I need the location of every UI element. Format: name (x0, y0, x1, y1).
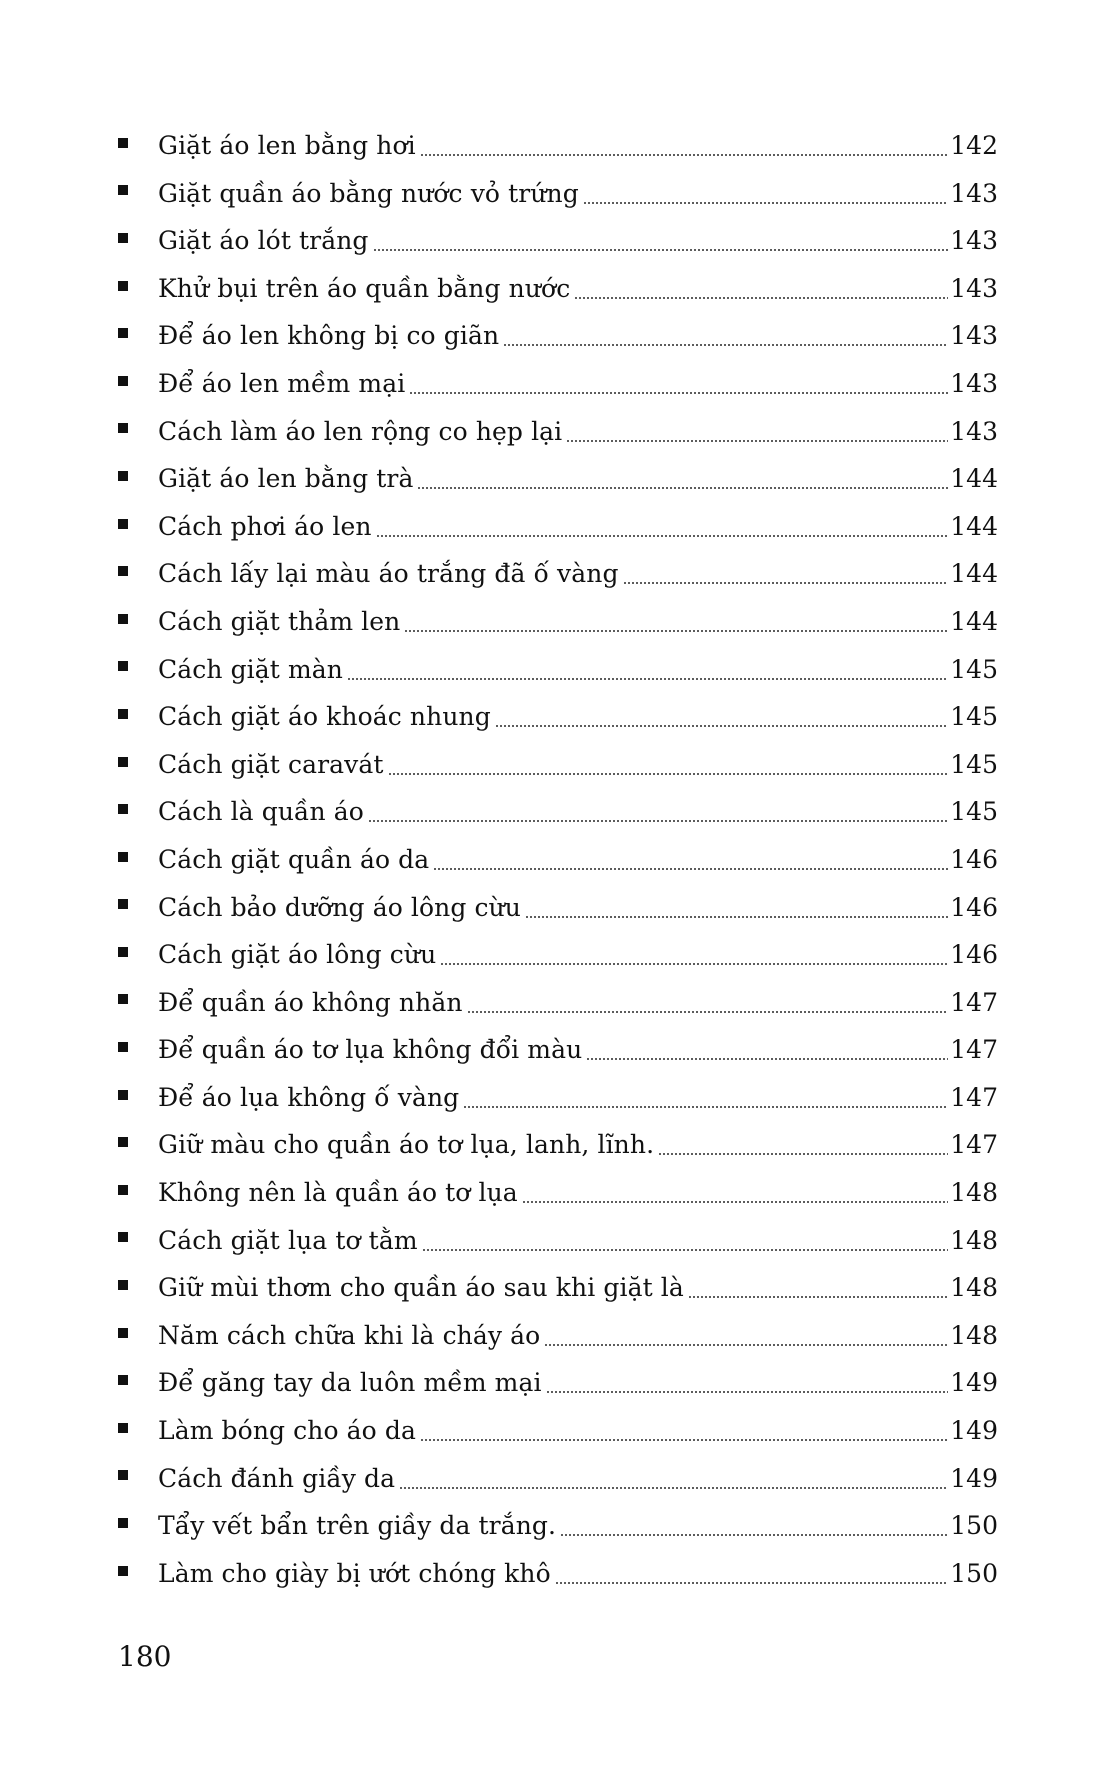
square-bullet-icon (118, 1137, 128, 1147)
entry-page-number: 144 (950, 511, 998, 541)
dot-leader (495, 693, 948, 741)
toc-entry (118, 884, 998, 932)
square-bullet-icon (118, 471, 128, 481)
toc-entry (118, 693, 998, 741)
entry-title: Cách lấy lại màu áo trắng đã ố vàng (158, 559, 619, 589)
entry-title: Làm bóng cho áo da (158, 1416, 416, 1446)
entry-page-number: 147 (950, 1130, 998, 1160)
dot-leader (433, 836, 948, 884)
entry-page-number: 147 (950, 987, 998, 1017)
entry-title: Năm cách chữa khi là cháy áo (158, 1320, 541, 1350)
square-bullet-icon (118, 1042, 128, 1052)
entry-title: Cách đánh giầy da (158, 1463, 396, 1493)
entry-title: Không nên là quần áo tơ lụa (158, 1178, 518, 1208)
entry-title: Để áo lụa không ố vàng (158, 1082, 460, 1112)
entry-title: Cách bảo dưỡng áo lông cừu (158, 892, 522, 922)
entry-title: Cách giặt lụa tơ tằm (158, 1225, 418, 1255)
square-bullet-icon (118, 1423, 128, 1433)
dot-leader (420, 122, 949, 170)
toc-entry (118, 503, 998, 551)
toc-entry (118, 1550, 998, 1598)
square-bullet-icon (118, 423, 128, 433)
toc-entry (118, 550, 998, 598)
square-bullet-icon (118, 1566, 128, 1576)
entry-page-number: 143 (950, 273, 998, 303)
entry-page-number: 144 (950, 464, 998, 494)
entry-page-number: 150 (950, 1558, 998, 1588)
toc-entry (118, 455, 998, 503)
entry-title: Giặt quần áo bằng nước vỏ trứng (158, 178, 579, 208)
dot-leader (688, 1264, 948, 1312)
toc-entry (118, 1169, 998, 1217)
entry-page-number: 149 (950, 1416, 998, 1446)
entry-title: Để áo len không bị co giãn (158, 321, 500, 351)
square-bullet-icon (118, 1280, 128, 1290)
entry-title: Giữ mùi thơm cho quần áo sau khi giặt là (158, 1273, 684, 1303)
square-bullet-icon (118, 1470, 128, 1480)
entry-page-number: 148 (950, 1178, 998, 1208)
square-bullet-icon (118, 899, 128, 909)
toc-entry (118, 1074, 998, 1122)
dot-leader (503, 312, 948, 360)
entry-page-number: 145 (950, 749, 998, 779)
dot-leader (546, 1359, 949, 1407)
square-bullet-icon (118, 661, 128, 671)
toc-entry (118, 1121, 998, 1169)
square-bullet-icon (118, 1375, 128, 1385)
dot-leader (544, 1312, 948, 1360)
toc-entry (118, 1359, 998, 1407)
square-bullet-icon (118, 328, 128, 338)
dot-leader (399, 1455, 948, 1503)
dot-leader (440, 931, 948, 979)
entry-page-number: 147 (950, 1082, 998, 1112)
dot-leader (566, 408, 948, 456)
entry-title: Để găng tay da luôn mềm mại (158, 1368, 542, 1398)
toc-entry (118, 979, 998, 1027)
entry-title: Cách giặt quần áo da (158, 844, 430, 874)
entry-title: Cách phơi áo len (158, 511, 372, 541)
toc-entry (118, 408, 998, 456)
entry-title: Làm cho giày bị ướt chóng khô (158, 1558, 551, 1588)
entry-page-number: 143 (950, 178, 998, 208)
square-bullet-icon (118, 804, 128, 814)
toc-entry (118, 1455, 998, 1503)
entry-page-number: 146 (950, 892, 998, 922)
toc-entry (118, 360, 998, 408)
toc-entry (118, 646, 998, 694)
dot-leader (555, 1550, 949, 1598)
square-bullet-icon (118, 1328, 128, 1338)
entry-page-number: 142 (950, 131, 998, 160)
dot-leader (347, 646, 948, 694)
square-bullet-icon (118, 376, 128, 386)
toc-entry (118, 217, 998, 265)
entry-page-number: 149 (950, 1368, 998, 1398)
toc-entry (118, 1026, 998, 1074)
entry-page-number: 145 (950, 797, 998, 827)
dot-leader (417, 455, 948, 503)
entry-title: Cách giặt màn (158, 654, 343, 684)
entry-title: Giặt áo len bằng trà (158, 464, 414, 494)
square-bullet-icon (118, 1090, 128, 1100)
entry-page-number: 143 (950, 226, 998, 256)
entry-page-number: 145 (950, 654, 998, 684)
square-bullet-icon (118, 1185, 128, 1195)
toc-entry (118, 1217, 998, 1265)
square-bullet-icon (118, 1518, 128, 1528)
entry-page-number: 143 (950, 368, 998, 398)
entry-title: Giữ màu cho quần áo tơ lụa, lanh, lĩnh. (158, 1130, 655, 1160)
entry-page-number: 143 (950, 321, 998, 351)
entry-page-number: 147 (950, 1035, 998, 1065)
dot-leader (560, 1502, 948, 1550)
square-bullet-icon (118, 138, 128, 148)
square-bullet-icon (118, 233, 128, 243)
entry-page-number: 144 (950, 559, 998, 589)
square-bullet-icon (118, 566, 128, 576)
entry-title: Cách giặt áo khoác nhung (158, 702, 491, 732)
square-bullet-icon (118, 1232, 128, 1242)
toc-entry (118, 741, 998, 789)
entry-title: Cách làm áo len rộng co hẹp lại (158, 416, 563, 446)
dot-leader (522, 1169, 948, 1217)
entry-title: Giặt áo lót trắng (158, 226, 369, 256)
toc-entry (118, 265, 998, 313)
entry-page-number: 148 (950, 1225, 998, 1255)
entry-title: Để áo len mềm mại (158, 368, 406, 398)
entry-title: Cách giặt thảm len (158, 606, 401, 636)
dot-leader (525, 884, 948, 932)
square-bullet-icon (118, 994, 128, 1004)
dot-leader (373, 217, 949, 265)
entry-page-number: 146 (950, 844, 998, 874)
dot-leader (420, 1407, 948, 1455)
square-bullet-icon (118, 519, 128, 529)
entry-page-number: 145 (950, 702, 998, 732)
entry-title: Tẩy vết bẩn trên giầy da trắng. (158, 1511, 557, 1541)
entry-title: Để quần áo không nhăn (158, 987, 463, 1017)
dot-leader (409, 360, 948, 408)
entry-title: Giặt áo len bằng hơi (158, 131, 416, 160)
dot-leader (463, 1074, 948, 1122)
toc-entry (118, 170, 998, 218)
dot-leader (586, 1026, 948, 1074)
dot-leader (388, 741, 949, 789)
page-number: 180 (118, 1640, 172, 1673)
entry-title: Để quần áo tơ lụa không đổi màu (158, 1035, 583, 1065)
square-bullet-icon (118, 281, 128, 291)
dot-leader (404, 598, 948, 646)
entry-title: Cách giặt áo lông cừu (158, 940, 437, 970)
square-bullet-icon (118, 709, 128, 719)
toc-entry (118, 1312, 998, 1360)
square-bullet-icon (118, 852, 128, 862)
entry-page-number: 148 (950, 1320, 998, 1350)
dot-leader (422, 1217, 949, 1265)
dot-leader (658, 1121, 948, 1169)
dot-leader (368, 788, 948, 836)
toc-entry (118, 1502, 998, 1550)
entry-page-number: 150 (950, 1511, 998, 1541)
toc-entry (118, 1264, 998, 1312)
dot-leader (376, 503, 949, 551)
dot-leader (467, 979, 949, 1027)
entry-title: Cách giặt caravát (158, 749, 384, 779)
dot-leader (574, 265, 948, 313)
toc-entry (118, 836, 998, 884)
toc-entry (118, 122, 998, 170)
entry-page-number: 149 (950, 1463, 998, 1493)
entry-title: Khử bụi trên áo quần bằng nước (158, 273, 571, 303)
entry-page-number: 146 (950, 940, 998, 970)
square-bullet-icon (118, 757, 128, 767)
square-bullet-icon (118, 614, 128, 624)
entry-page-number: 144 (950, 606, 998, 636)
toc-entry (118, 931, 998, 979)
toc-entry (118, 788, 998, 836)
square-bullet-icon (118, 947, 128, 957)
dot-leader (583, 170, 948, 218)
toc-entry (118, 312, 998, 360)
square-bullet-icon (118, 185, 128, 195)
toc-entry (118, 1407, 998, 1455)
toc-entry (118, 598, 998, 646)
entry-page-number: 148 (950, 1273, 998, 1303)
entry-title: Cách là quần áo (158, 797, 364, 827)
dot-leader (623, 550, 949, 598)
entry-page-number: 143 (950, 416, 998, 446)
table-of-contents (118, 122, 998, 1597)
